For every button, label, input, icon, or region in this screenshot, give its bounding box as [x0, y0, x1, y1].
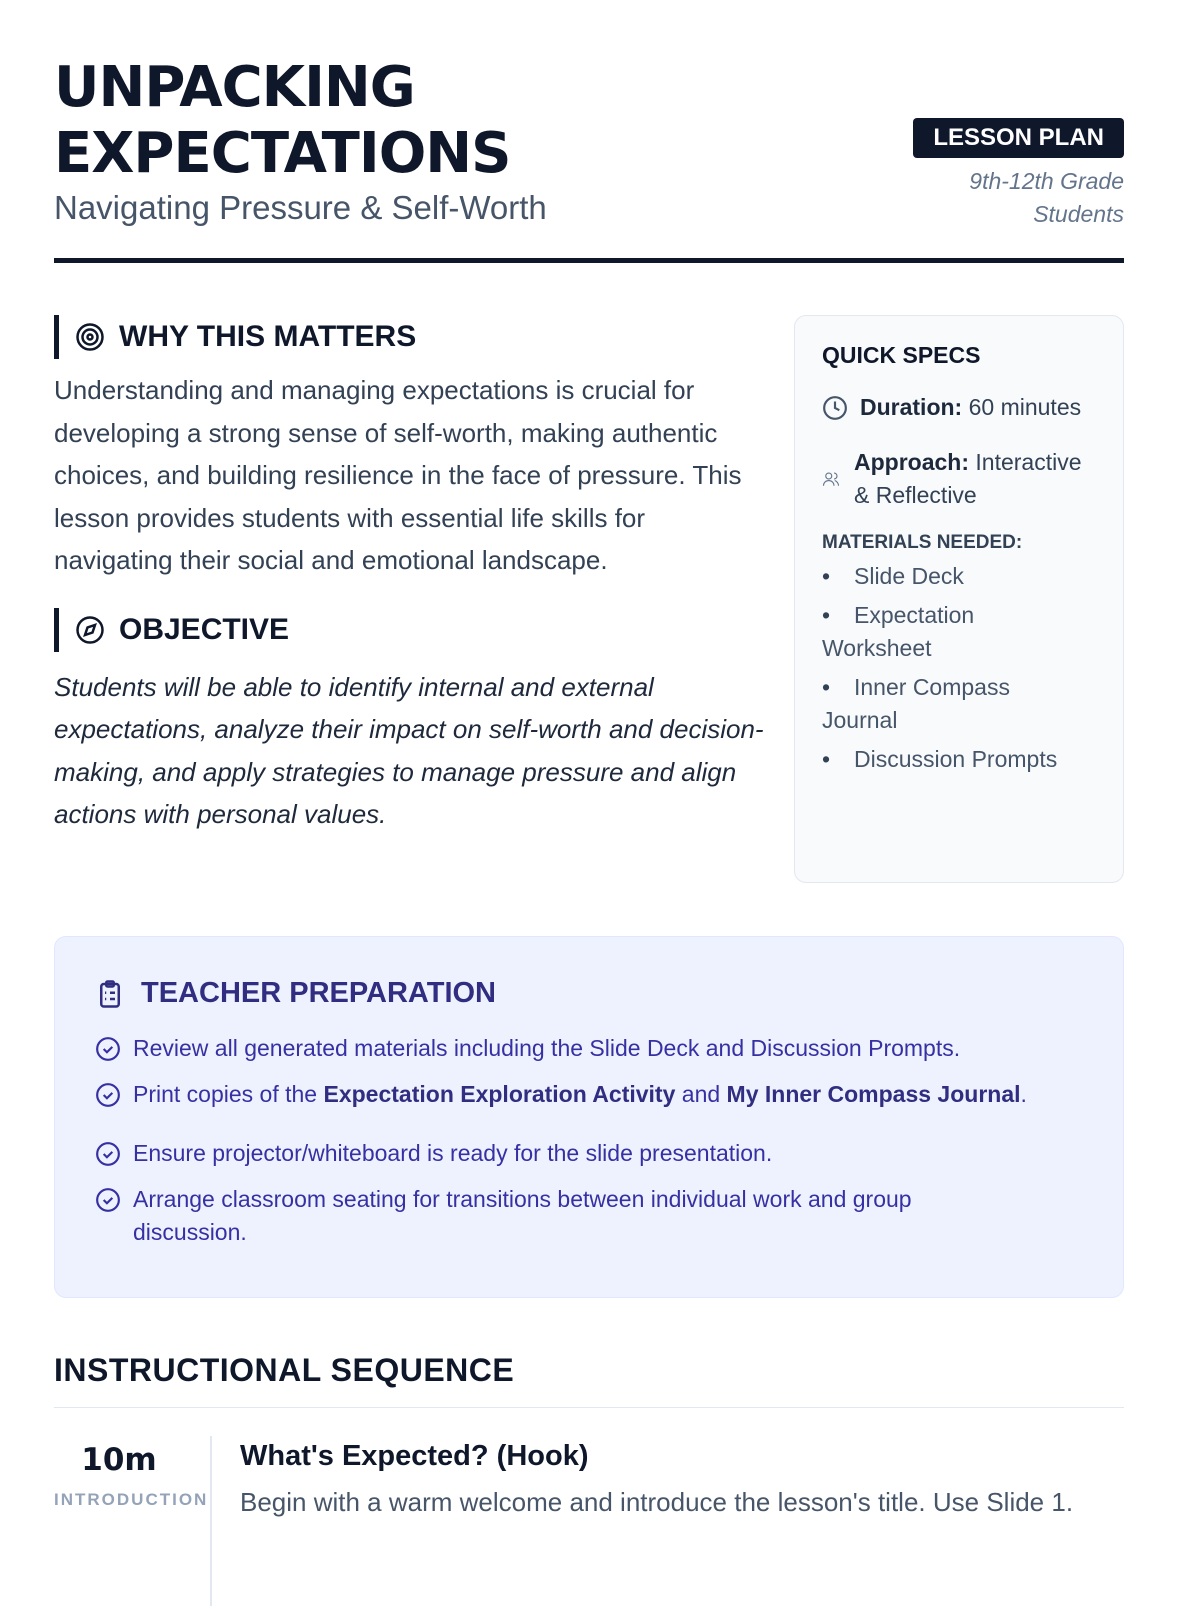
why-text: Understanding and managing expectations is crucial for developing a strong sense of self-worth, making authentic choices, and building resilience in the face of pressure. This lesson provides students with essential life skills for navigating their social and emotional landscape.	[54, 375, 742, 575]
objective-heading	[54, 608, 764, 652]
preparation-list	[95, 1032, 1083, 1249]
approach-label: Approach:	[854, 449, 969, 475]
compass-icon	[75, 615, 105, 645]
main-column	[54, 315, 764, 836]
title-line-1: UNPACKING	[54, 55, 415, 120]
material-item: • Inner Compass Journal	[822, 671, 1042, 737]
prep-text-part: Print copies of the	[133, 1081, 324, 1107]
preparation-text	[133, 1078, 1027, 1111]
journal-name: My Inner Compass Journal	[726, 1081, 1021, 1107]
quick-specs-card	[794, 315, 1124, 883]
check-circle-icon	[95, 1036, 121, 1062]
material-item: • Slide Deck	[822, 560, 1096, 593]
title-line-2: EXPECTATIONS	[54, 121, 511, 186]
check-circle-icon	[95, 1187, 121, 1213]
preparation-text: Arrange classroom seating for transitions between individual work and group discussion.	[133, 1186, 912, 1245]
why-heading	[54, 315, 764, 359]
instructional-sequence-heading: INSTRUCTIONAL SEQUENCE	[54, 1352, 1124, 1408]
objective-text: Students will be able to identify internal and external expectations, analyze their impact on self-worth and decision-making, and apply strategies to manage pressure and align actions with personal values.	[54, 671, 764, 829]
materials-list	[822, 560, 1096, 776]
preparation-item	[95, 1183, 1083, 1249]
duration-spec	[822, 391, 1096, 424]
quick-specs-heading: QUICK SPECS	[822, 342, 981, 368]
step-duration: 10m	[81, 1442, 157, 1478]
approach-value: Interactive & Reflective	[854, 449, 1082, 508]
prep-text-part: .	[1020, 1081, 1027, 1107]
preparation-text: Review all generated materials including the Slide Deck and Discussion Prompts.	[133, 1035, 961, 1061]
clipboard-list-icon	[95, 978, 125, 1010]
step-content	[212, 1436, 1120, 1606]
duration-label: Duration:	[860, 394, 963, 420]
preparation-item	[95, 1078, 1083, 1111]
material-item: • Expectation Worksheet	[822, 599, 1022, 665]
teacher-preparation-card	[54, 936, 1124, 1298]
teacher-preparation-heading	[95, 977, 1083, 1010]
lesson-subtitle: Navigating Pressure & Self-Worth	[54, 189, 547, 226]
lesson-header	[54, 55, 1124, 263]
sequence-step	[54, 1436, 1124, 1606]
step-timing	[54, 1436, 212, 1606]
teacher-preparation-heading-text: TEACHER PREPARATION	[141, 977, 496, 1009]
grade-level: 9th-12th Grade Students	[969, 168, 1124, 227]
check-circle-icon	[95, 1082, 121, 1108]
step-text: Begin with a warm welcome and introduce the lesson's title. Use Slide 1.	[240, 1487, 1074, 1517]
preparation-text: Ensure projector/whiteboard is ready for the slide presentation.	[133, 1140, 773, 1166]
target-icon	[75, 322, 105, 352]
preparation-item	[95, 1032, 1083, 1065]
clock-icon	[822, 395, 848, 421]
preparation-item	[95, 1137, 1083, 1170]
materials-heading: MATERIALS NEEDED:	[822, 532, 1023, 553]
step-phase: INTRODUCTION	[54, 1490, 209, 1509]
material-item: • Discussion Prompts	[822, 743, 1096, 776]
duration-value: 60 minutes	[968, 394, 1082, 420]
check-circle-icon	[95, 1141, 121, 1167]
approach-spec	[822, 446, 1096, 512]
activity-name: Expectation Exploration Activity	[323, 1081, 676, 1107]
users-icon	[822, 470, 840, 488]
objective-heading-text: OBJECTIVE	[119, 612, 290, 646]
lesson-plan-badge: LESSON PLAN	[913, 118, 1124, 158]
prep-text-part: and	[675, 1081, 727, 1107]
why-heading-text: WHY THIS MATTERS	[119, 320, 417, 353]
step-title: What's Expected? (Hook)	[240, 1440, 589, 1472]
